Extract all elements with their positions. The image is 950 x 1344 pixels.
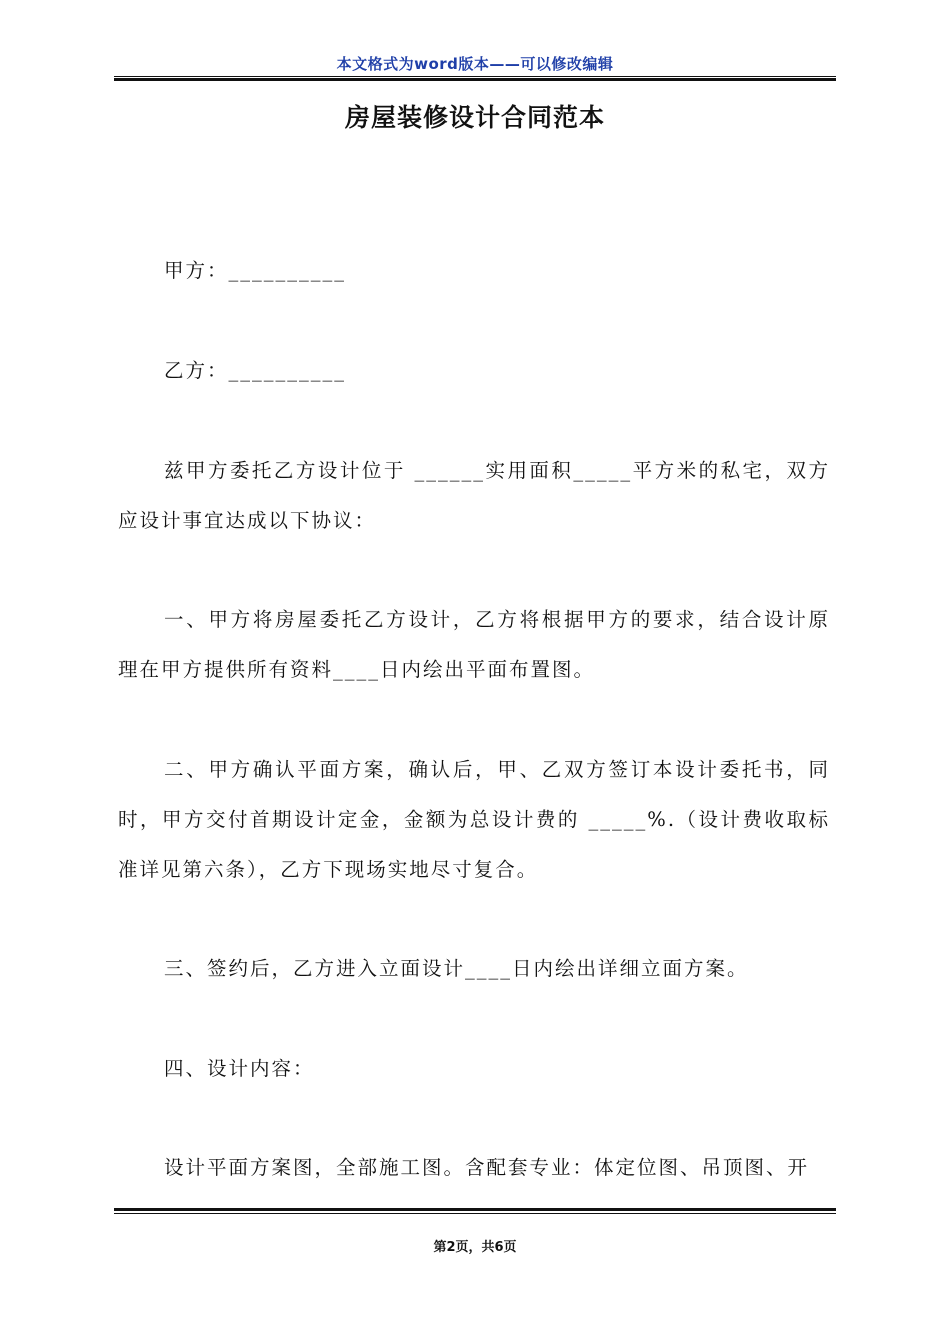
header-text: 本文格式为word版本——可以修改编辑 bbox=[336, 55, 614, 73]
header-rule-thin bbox=[114, 76, 836, 77]
paragraph-design-content: 设计平面方案图，全部施工图。含配套专业：体定位图、吊顶图、开 bbox=[164, 1156, 810, 1179]
footer-rule-thick bbox=[114, 1208, 836, 1211]
paragraph-party-a: 甲方：__________ bbox=[164, 259, 347, 282]
paragraph-clause-3: 三、签约后，乙方进入立面设计____日内绘出详细立面方案。 bbox=[164, 957, 749, 980]
paragraph-party-b: 乙方：__________ bbox=[164, 359, 347, 382]
paragraph-clause-4: 四、设计内容： bbox=[164, 1057, 315, 1080]
paragraph-preamble: 兹甲方委托乙方设计位于 ______实用面积_____平方米的私宅，双方应设计事宜达成以下协议： bbox=[118, 459, 830, 532]
header-rule-thick bbox=[114, 78, 836, 81]
page-number: 第2页，共6页 bbox=[433, 1240, 517, 1255]
footer-rule-thin bbox=[114, 1213, 836, 1214]
document-title: 房屋装修设计合同范本 bbox=[344, 103, 605, 132]
paragraph-clause-1: 一、甲方将房屋委托乙方设计，乙方将根据甲方的要求，结合设计原理在甲方提供所有资料____日内绘出平面布置图。 bbox=[118, 608, 830, 681]
paragraph-clause-2: 二、甲方确认平面方案，确认后，甲、乙双方签订本设计委托书，同时，甲方交付首期设计定金，金额为总设计费的 _____%.（设计费收取标准详见第六条），乙方下现场实地尽寸复合。 bbox=[118, 758, 830, 881]
